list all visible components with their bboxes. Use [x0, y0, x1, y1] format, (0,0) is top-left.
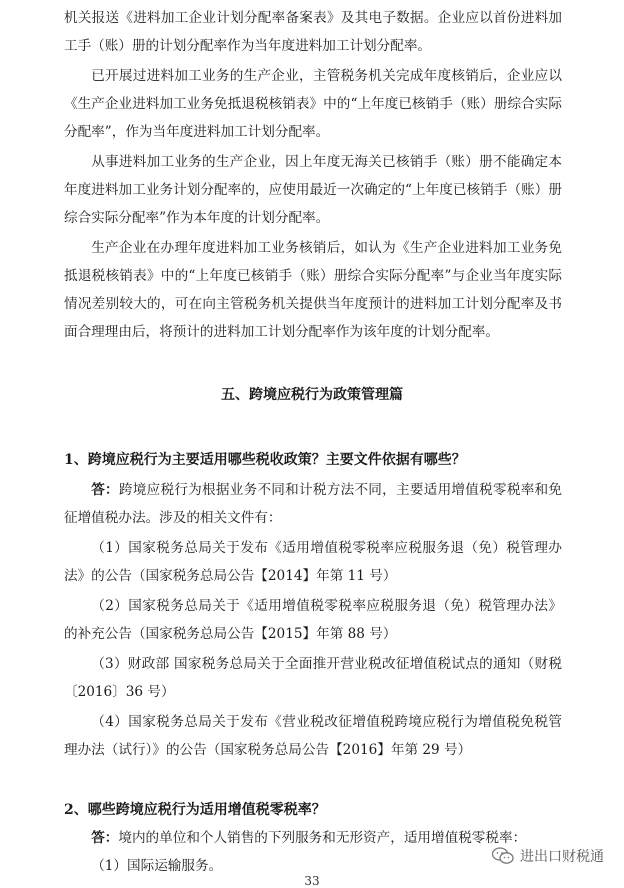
- paragraph-3: 从事进料加工业务的生产企业，因上年度无海关已核销手（账）册不能确定本年度进料加工业务计划分配率的，应使用最近一次确定的“上年度已核销手（账）册综合实际分配率”作为本年度的计划分配率。: [64, 154, 562, 226]
- list-item: （2）国家税务总局关于《适用增值税零税率应税服务退（免）税管理办法》的补充公告（国家税务总局公告【2015】年第 88 号）: [64, 598, 562, 642]
- answer-1: [64, 476, 562, 532]
- question-1: 1、跨境应税行为主要适用哪些税收政策？主要文件依据有哪些？: [64, 452, 466, 468]
- page-number: 33: [304, 874, 320, 888]
- answer-label: 答：: [91, 830, 119, 846]
- answer-label: 答：: [91, 482, 119, 498]
- paragraph-1: 机关报送《进料加工企业计划分配率备案表》及其电子数据。企业应以首份进料加工手（账）册的计划分配率作为当年度进料加工计划分配率。: [64, 10, 562, 54]
- answer-2: [64, 824, 562, 852]
- wechat-icon: [492, 847, 514, 865]
- answer-2-text: 境内的单位和个人销售的下列服务和无形资产，适用增值税零税率：: [118, 830, 527, 846]
- watermark: [492, 846, 604, 866]
- list-item: （3）财政部 国家税务总局关于全面推开营业税改征增值税试点的通知（财税〔2016〕36 号）: [64, 656, 562, 700]
- question-2: 2、哪些跨境应税行为适用增值税零税率？: [64, 802, 326, 818]
- list-item: （1）国际运输服务。: [91, 858, 223, 874]
- section-title: 五、跨境应税行为政策管理篇: [221, 387, 403, 403]
- watermark-text: 进出口财税通: [520, 849, 604, 865]
- list-item: （4）国家税务总局关于发布《营业税改征增值税跨境应税行为增值税免税管理办法（试行）》的公告（国家税务总局公告【2016】年第 29 号）: [64, 714, 562, 758]
- paragraph-4: 生产企业在办理年度进料加工业务核销后，如认为《生产企业进料加工业务免抵退税核销表》中的“上年度已核销手（账）册综合实际分配率”与企业当年度实际情况差别较大的，可在向主管税务机关提供当年度预计的进料加工计划分配率及书面合理理由后，将预计的进料加工计划分配率作为该年度的计划分配率。: [64, 240, 562, 340]
- list-item: （1）国家税务总局关于发布《适用增值税零税率应税服务退（免）税管理办法》的公告（国家税务总局公告【2014】年第 11 号）: [64, 540, 562, 584]
- paragraph-2: 已开展过进料加工业务的生产企业，主管税务机关完成年度核销后，企业应以《生产企业进料加工业务免抵退税核销表》中的“上年度已核销手（账）册综合实际分配率”，作为当年度进料加工计划分配率。: [64, 68, 562, 140]
- answer-1-text: 跨境应税行为根据业务不同和计税方法不同，主要适用增值税零税率和免征增值税办法。涉及的相关文件有：: [64, 482, 563, 526]
